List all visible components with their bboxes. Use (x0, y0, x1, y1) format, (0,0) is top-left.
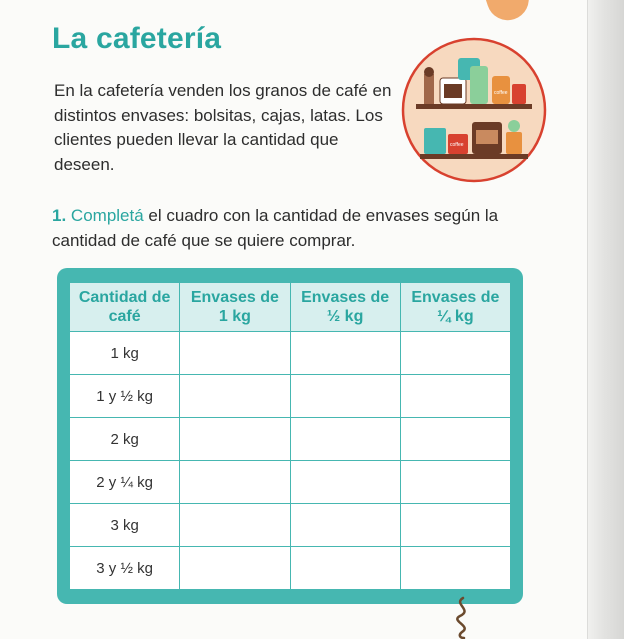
table-row (70, 504, 511, 547)
table-row (70, 461, 511, 504)
answer-cell[interactable] (290, 332, 400, 375)
table-row (70, 418, 511, 461)
header-envases-quarter-kg: Envases de ¼ kg (400, 283, 510, 332)
answer-cell[interactable] (180, 547, 290, 590)
row-quantity: 1 y ½ kg (70, 375, 180, 418)
table-row (70, 547, 511, 590)
answer-cell[interactable] (180, 332, 290, 375)
row-quantity: 2 y ¼ kg (70, 461, 180, 504)
answer-cell[interactable] (400, 504, 510, 547)
intro-paragraph: En la cafetería venden los granos de café en distintos envases: bolsitas, cajas, latas. Los clientes pueden llevar la cantidad que deseen. (54, 81, 392, 174)
coffee-shelf-icon (400, 36, 548, 184)
header-envases-half-kg: Envases de ½ kg (290, 283, 400, 332)
answer-cell[interactable] (290, 461, 400, 504)
row-quantity: 2 kg (70, 418, 180, 461)
answer-cell[interactable] (400, 461, 510, 504)
coffee-label-2: coffee (450, 142, 464, 148)
task-text: el cuadro con la cantidad de envases según la cantidad de café que se quiere comprar. (52, 206, 499, 250)
task-instruction (52, 203, 542, 253)
answer-cell[interactable] (180, 375, 290, 418)
table-row (70, 375, 511, 418)
table-header-row (70, 283, 511, 332)
answer-cell[interactable] (400, 418, 510, 461)
answer-cell[interactable] (180, 461, 290, 504)
answer-cell[interactable] (290, 547, 400, 590)
task-verb: Completá (70, 206, 144, 225)
row-quantity: 3 y ½ kg (70, 547, 180, 590)
row-quantity: 1 kg (70, 332, 180, 375)
page-title: La cafetería (52, 22, 222, 55)
answer-cell[interactable] (180, 504, 290, 547)
coffee-label-1: coffee (494, 90, 508, 96)
row-quantity: 3 kg (70, 504, 180, 547)
answer-cell[interactable] (290, 375, 400, 418)
answer-cell[interactable] (290, 504, 400, 547)
answer-cell[interactable] (400, 332, 510, 375)
answer-cell[interactable] (400, 547, 510, 590)
answer-cell[interactable] (180, 418, 290, 461)
header-envases-1kg: Envases de 1 kg (180, 283, 290, 332)
answer-cell[interactable] (290, 418, 400, 461)
leaf-decoration (484, 0, 534, 26)
coffee-table (69, 282, 511, 590)
table-frame (57, 268, 523, 604)
swirl-decoration-icon (448, 596, 478, 639)
task-number: 1. (52, 206, 67, 225)
answer-cell[interactable] (400, 375, 510, 418)
header-cantidad: Cantidad de café (70, 283, 180, 332)
table-row (70, 332, 511, 375)
page-edge (587, 0, 624, 639)
